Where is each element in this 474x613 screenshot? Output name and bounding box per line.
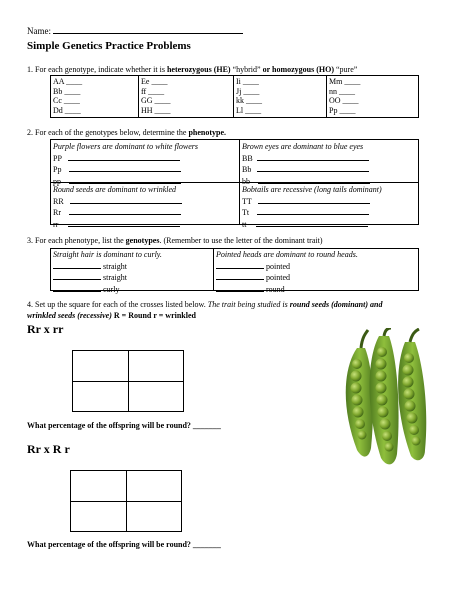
q3-genotype-table: [50, 248, 419, 294]
q1-genotype-table: [50, 75, 419, 118]
page-title: Simple Genetics Practice Problems: [27, 40, 191, 52]
q1-column-1: AA ____ Bb ____ Cc ____ Dd ____: [53, 77, 83, 115]
q4-prompt-line2: wrinkled seeds (recessive) R = Round r = wrinkled: [27, 311, 196, 320]
cross-2-label: Rr x R r: [27, 442, 70, 456]
q2-cell-round-seeds: Round seeds are dominant to wrinkled RR Rr rr: [53, 185, 182, 229]
name-blank[interactable]: [53, 25, 243, 34]
q1-column-3: Ii ____ Jj ____ kk ____ Ll ____: [236, 77, 262, 115]
question-2: What percentage of the offspring will be round? _______: [27, 540, 221, 549]
name-label: Name:: [27, 25, 243, 36]
q4-prompt-line1: 4. Set up the square for each of the crosses listed below. The trait being studied is round seeds (dominant) and: [27, 300, 383, 309]
q2-cell-purple-flowers: Purple flowers are dominant to white flowers PP Pp pp: [53, 142, 199, 186]
q2-cell-bobtails: Bobtails are recessive (long tails dominant) TT Tt tt: [242, 185, 382, 229]
cross-1-label: Rr x rr: [27, 322, 64, 336]
q1-prompt: 1. For each genotype, indicate whether it is heterozygous (HE) “hybrid” or homozygous (HO) “pure”: [27, 65, 358, 74]
pea-pod-icon: [335, 328, 445, 468]
q1-column-4: Mm ____ nn ____ OO ____ Pp ____: [329, 77, 361, 115]
punnett-square-2[interactable]: [70, 470, 182, 532]
q3-cell-pointed-heads: Pointed heads are dominant to round heads. pointed pointed round: [216, 250, 358, 294]
q3-prompt: 3. For each phenotype, list the genotypes. (Remember to use the letter of the dominant trait): [27, 236, 323, 245]
q2-cell-brown-eyes: Brown eyes are dominant to blue eyes BB Bb bb: [242, 142, 370, 186]
q2-phenotype-table: [50, 139, 419, 229]
q2-prompt: 2. For each of the genotypes below, determine the phenotype.: [27, 128, 226, 137]
punnett-square-1[interactable]: [72, 350, 184, 412]
q1-column-2: Ee ____ ff ____ GG ____ HH ____: [141, 77, 171, 115]
question-1: What percentage of the offspring will be round? _______: [27, 421, 221, 430]
q3-cell-straight-hair: Straight hair is dominant to curly. straight straight curly: [53, 250, 162, 294]
